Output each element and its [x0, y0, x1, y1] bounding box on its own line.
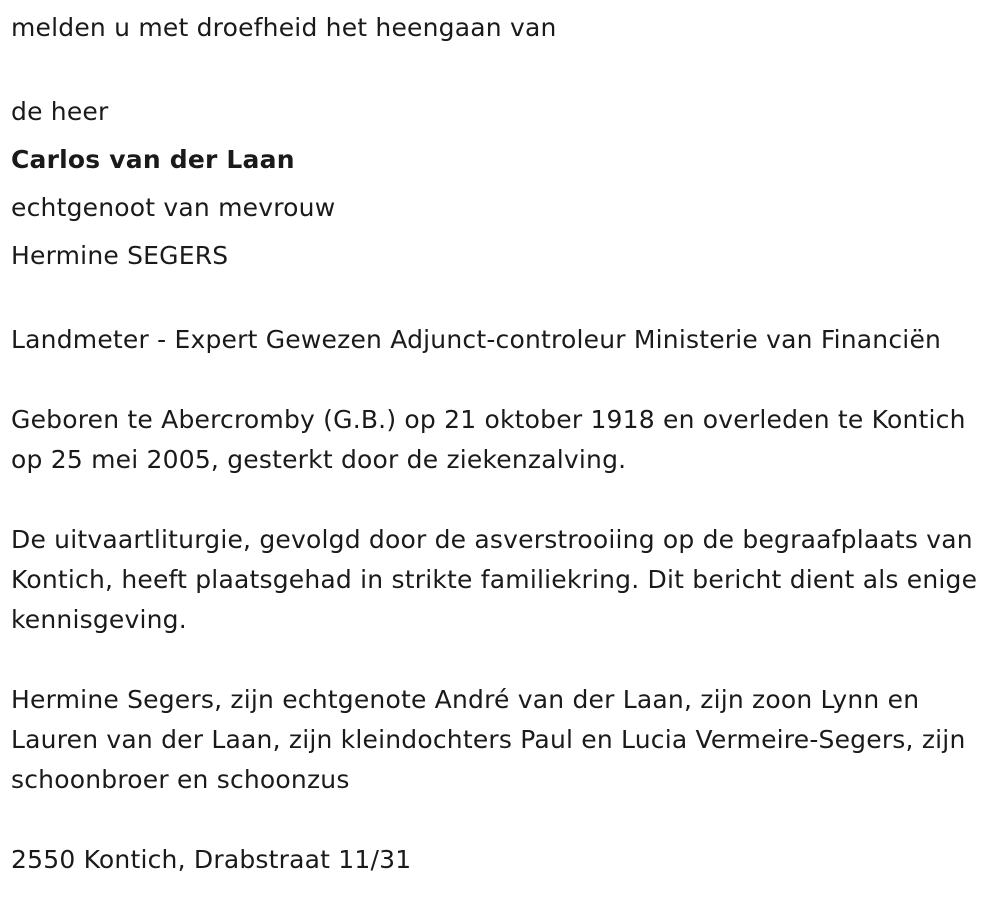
salutation: de heer — [11, 97, 109, 126]
spacer — [11, 280, 991, 320]
death-notice — [11, 8, 991, 880]
deceased-name: Carlos van der Laan — [11, 145, 295, 174]
spacer — [11, 480, 991, 520]
intro-text: melden u met droefheid het heengaan van — [11, 13, 557, 42]
funeral-text: De uitvaartliturgie, gevolgd door de asverstrooiing op de begraafplaats van Kontich, heeft plaatsgehad in strikte familiekring. Dit bericht dient als enige kennisgeving. — [11, 525, 978, 634]
spacer — [11, 800, 991, 840]
profession: Landmeter - Expert Gewezen Adjunct-controleur Ministerie van Financiën — [11, 325, 942, 354]
address: 2550 Kontich, Drabstraat 11/31 — [11, 845, 412, 874]
birth-death-text: Geboren te Abercromby (G.B.) op 21 oktober 1918 en overleden te Kontich op 25 mei 2005, gesterkt door de ziekenzalving. — [11, 405, 966, 474]
spacer — [11, 360, 991, 400]
spouse-label: echtgenoot van mevrouw — [11, 193, 336, 222]
spouse-name: Hermine SEGERS — [11, 241, 229, 270]
spacer — [11, 48, 991, 88]
family-text: Hermine Segers, zijn echtgenote André van der Laan, zijn zoon Lynn en Lauren van der Laan, zijn kleindochters Paul en Lucia Vermeire-Segers, zijn schoonbroer en schoonzus — [11, 685, 966, 794]
spacer — [11, 640, 991, 680]
